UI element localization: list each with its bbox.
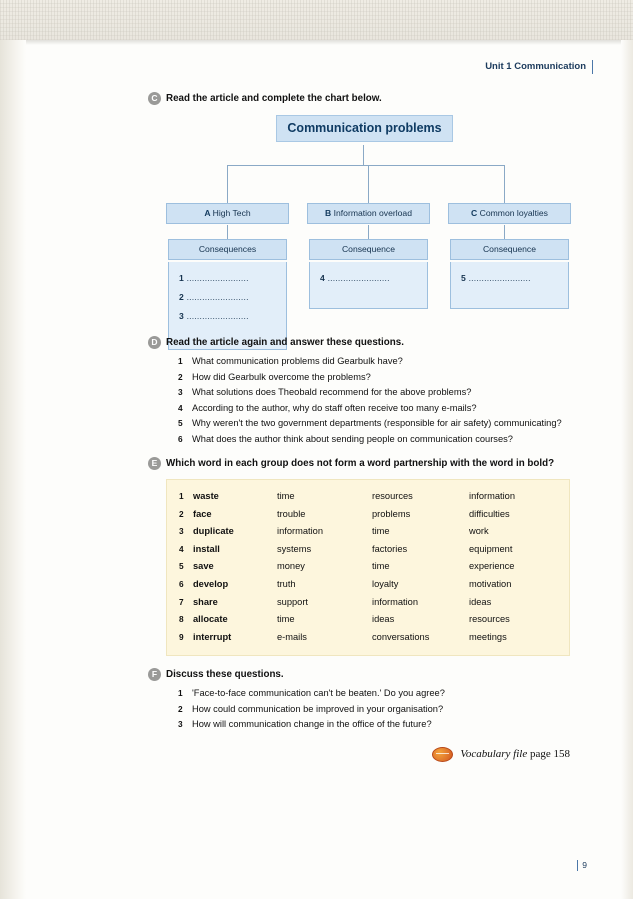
row-option-2[interactable]: ideas: [372, 614, 395, 625]
row-number: 9: [179, 631, 184, 642]
row-option-3[interactable]: meetings: [469, 631, 507, 642]
row-option-1[interactable]: information: [277, 526, 323, 537]
task-f: [151, 668, 570, 681]
chart-branch-a-letter: A: [204, 208, 211, 218]
question-number: 1: [178, 356, 183, 366]
row-option-1[interactable]: trouble: [277, 508, 306, 519]
chart-blank-4[interactable]: [320, 269, 427, 288]
question-number: 4: [178, 402, 183, 413]
list-item: [178, 385, 570, 401]
chart-blank-2[interactable]: [179, 288, 286, 307]
task-d: [151, 336, 570, 349]
chart-blank-4-num: 4: [320, 273, 325, 283]
chart-blank-5-num: 5: [461, 273, 466, 283]
row-keyword: save: [193, 561, 214, 572]
vocabulary-file-page: page 158: [529, 748, 570, 761]
list-item: [178, 416, 570, 432]
list-item: [178, 354, 570, 370]
page-content: [151, 92, 570, 762]
chart-blank-2-num: 2: [179, 292, 184, 302]
row-option-3[interactable]: information: [469, 491, 515, 501]
question-text: What communication problems did Gearbulk have?: [192, 356, 403, 366]
row-option-2[interactable]: factories: [372, 543, 408, 554]
chart-consequences-heading-1: Consequences: [168, 239, 287, 260]
chart-branch-c-letter: C: [471, 208, 478, 218]
list-item: [178, 686, 570, 702]
question-text: According to the author, why do staff often receive too many e-mails?: [192, 402, 477, 413]
row-option-1[interactable]: support: [277, 596, 309, 607]
row-option-1[interactable]: systems: [277, 543, 312, 554]
row-number: 7: [179, 596, 184, 607]
question-text: How did Gearbulk overcome the problems?: [192, 371, 371, 382]
row-option-1[interactable]: time: [277, 491, 295, 501]
row-number: 2: [179, 508, 184, 519]
row-number: 5: [179, 561, 184, 572]
unit-header: Unit 1 Communication: [485, 60, 593, 74]
list-item: [178, 717, 570, 733]
table-row[interactable]: [167, 629, 569, 647]
row-number: 8: [179, 614, 184, 625]
task-c-letter: C: [148, 92, 161, 105]
chart-connector-a: [227, 165, 228, 203]
chart-connector-b: [368, 165, 369, 203]
row-option-3[interactable]: motivation: [469, 578, 512, 589]
chart-answer-box-3[interactable]: [450, 262, 569, 309]
table-row[interactable]: [167, 541, 569, 559]
chart-blank-3[interactable]: [179, 307, 286, 326]
chart-blank-1[interactable]: [179, 269, 286, 288]
row-option-3[interactable]: equipment: [469, 543, 513, 554]
chart-blank-1-num: 1: [179, 273, 184, 283]
question-number: 3: [178, 387, 183, 397]
chart-consequences-heading-3: Consequence: [450, 239, 569, 260]
question-number: 3: [178, 719, 183, 730]
word-partnership-table: [166, 479, 570, 656]
chart-branch-c: [448, 203, 571, 224]
list-item: [178, 702, 570, 718]
chart-blank-2-dots: ........................: [186, 292, 249, 302]
page-right-edge: [621, 40, 633, 899]
page-left-gutter: [0, 40, 26, 899]
question-text: What does the author think about sending people on communication courses?: [192, 433, 513, 444]
chart-branch-b: [307, 203, 430, 224]
page-top-texture: [0, 0, 633, 40]
row-option-3[interactable]: difficulties: [469, 508, 510, 519]
chart-connector-stem: [363, 145, 364, 165]
chart-branch-b-letter: B: [325, 208, 332, 218]
chart-blank-5-dots: ........................: [468, 273, 531, 283]
chart-connector-c2: [504, 225, 505, 239]
row-option-1[interactable]: time: [277, 614, 295, 625]
row-option-3[interactable]: resources: [469, 614, 510, 625]
row-keyword: face: [193, 508, 212, 519]
table-row[interactable]: [167, 558, 569, 576]
chart-connector-a2: [227, 225, 228, 239]
task-e-letter: E: [148, 457, 161, 470]
vocabulary-file-title: Vocabulary file: [460, 748, 528, 761]
task-c-instruction: Read the article and complete the chart below.: [166, 93, 382, 104]
page-top-shadow: [0, 40, 633, 45]
table-row[interactable]: [167, 523, 569, 541]
task-c: [151, 92, 570, 105]
question-text: How could communication be improved in your organisation?: [192, 703, 444, 714]
chart-answer-box-2[interactable]: [309, 262, 428, 309]
list-item: [178, 401, 570, 417]
row-option-3[interactable]: ideas: [469, 596, 492, 607]
row-number: 4: [179, 543, 184, 554]
task-d-question-list: [178, 354, 570, 447]
question-text: 'Face-to-face communication can't be beaten.' Do you agree?: [192, 688, 445, 699]
table-row[interactable]: [167, 506, 569, 524]
row-option-3[interactable]: work: [469, 526, 489, 537]
table-row[interactable]: [167, 611, 569, 629]
task-f-question-list: [178, 686, 570, 733]
chart-connector-bar: [227, 165, 504, 166]
chart-branch-b-label: Information overload: [333, 208, 412, 218]
task-d-letter: D: [148, 336, 161, 349]
row-option-3[interactable]: experience: [469, 561, 515, 572]
row-keyword: develop: [193, 578, 229, 589]
chart-connector-b2: [368, 225, 369, 239]
page-number: 9: [577, 860, 587, 871]
question-number: 1: [178, 688, 183, 699]
chart-blank-4-dots: ........................: [327, 273, 390, 283]
row-option-1[interactable]: e-mails: [277, 631, 307, 642]
task-f-letter: F: [148, 668, 161, 681]
chart-consequences-heading-2: Consequence: [309, 239, 428, 260]
chart-branch-c-label: Common loyalties: [479, 208, 548, 218]
vocabulary-file-label: [460, 748, 570, 760]
chart-branch-a-label: High Tech: [212, 208, 251, 218]
chart-connector-c: [504, 165, 505, 203]
vocabulary-file-reference[interactable]: [166, 747, 570, 762]
row-option-2[interactable]: time: [372, 526, 390, 537]
row-option-2[interactable]: loyalty: [372, 578, 399, 589]
row-keyword: interrupt: [193, 631, 232, 642]
row-keyword: allocate: [193, 614, 228, 625]
chart-branch-a: [166, 203, 289, 224]
row-keyword: install: [193, 543, 220, 554]
row-keyword: share: [193, 596, 218, 607]
chart-blank-3-num: 3: [179, 311, 184, 321]
table-row[interactable]: [167, 594, 569, 612]
question-number: 6: [178, 433, 183, 444]
row-option-2[interactable]: problems: [372, 508, 411, 519]
row-keyword: duplicate: [193, 526, 234, 537]
row-option-1[interactable]: money: [277, 561, 305, 572]
row-number: 3: [179, 526, 184, 537]
row-option-2[interactable]: conversations: [372, 631, 430, 642]
chart-blank-5[interactable]: [461, 269, 568, 288]
list-item: [178, 370, 570, 386]
row-option-2[interactable]: time: [372, 561, 390, 572]
task-f-instruction: Discuss these questions.: [166, 669, 284, 681]
table-row[interactable]: [167, 576, 569, 594]
list-item: [178, 432, 570, 448]
question-number: 5: [178, 418, 183, 428]
row-option-2[interactable]: information: [372, 596, 418, 607]
task-d-instruction: Read the article again and answer these questions.: [166, 337, 404, 348]
vocabulary-disc-icon: [432, 747, 453, 762]
task-e-instruction: Which word in each group does not form a word partnership with the word in bold?: [166, 458, 555, 469]
row-number: 1: [179, 491, 184, 501]
communication-problems-chart: [166, 115, 570, 330]
chart-blank-3-dots: ........................: [186, 311, 249, 321]
chart-title: Communication problems: [276, 115, 453, 142]
question-text: Why weren't the two government departments (responsible for air safety) communicating?: [192, 418, 562, 428]
row-option-1[interactable]: truth: [277, 578, 296, 589]
question-text: What solutions does Theobald recommend for the above problems?: [192, 387, 472, 397]
question-number: 2: [178, 703, 183, 714]
question-number: 2: [178, 371, 183, 382]
task-e: [151, 457, 570, 470]
row-option-2[interactable]: resources: [372, 491, 413, 501]
row-number: 6: [179, 578, 184, 589]
chart-blank-1-dots: ........................: [186, 273, 249, 283]
table-row[interactable]: [167, 488, 569, 506]
row-keyword: waste: [193, 491, 219, 501]
question-text: How will communication change in the office of the future?: [192, 719, 432, 730]
